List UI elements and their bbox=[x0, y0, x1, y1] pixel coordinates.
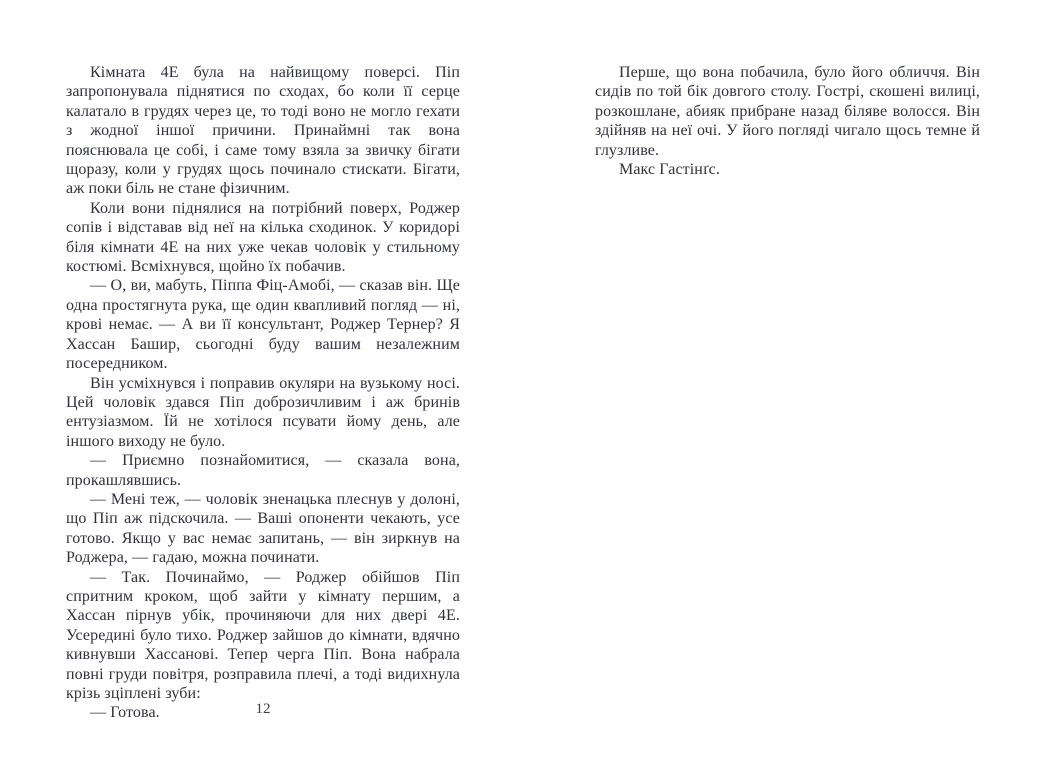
page-number: 12 bbox=[255, 701, 271, 717]
paragraph: — Готова. bbox=[90, 704, 160, 722]
paragraph: — Мені теж, — чоловік зненацька плеснув у долоні, що Піп аж підскочила. — Ваші опоненти чекають, усе готово. Якщо у вас немає запитань, — він зиркнув на Роджера, — гадаю, можна починати. bbox=[66, 490, 460, 567]
right-page-text bbox=[595, 63, 980, 179]
paragraph: Макс Гастінґс. bbox=[619, 161, 720, 179]
paragraph: Коли вони піднялися на потрібний поверх, Роджер сопів і відставав від неї на кілька сходинок. У коридорі біля кімнати 4Е на них уже чекав чоловік у стильному костюмі. Всміхнувся, щойно їх побачив. bbox=[66, 199, 460, 276]
left-page-text bbox=[66, 63, 460, 723]
paragraph: Він усміхнувся і поправив окуляри на вузькому носі. Цей чоловік здався Піп доброзичливим і аж бринів ентузіазмом. Їй не хотілося псувати йому день, але іншого виходу не було. bbox=[66, 374, 460, 450]
paragraph: Кімната 4Е була на найвищому поверсі. Піп запропонувала піднятися по сходах, бо коли її серце калатало в грудях через це, то тоді воно не могло гехати з жодної іншої причини. Принаймні так вона пояснювала це собі, і саме тому взяла за звичку бігати щоразу, коли у грудях щось починало стискати. Бігати, аж поки біль не стане фізичним. bbox=[66, 64, 460, 198]
paragraph: — Так. Починаймо, — Роджер обійшов Піп спритним кроком, щоб зайти у кімнату першим, а Хассан пірнув убік, прочиняючи для них двері 4Е. Усередині було тихо. Роджер зайшов до кімнати, вдячно кивнувши Хассанові. Тепер черга Піп. Вона набрала повні груди повітря, розправила плечі, а тоді видихнула крізь зціплені зуби: bbox=[66, 568, 460, 702]
paragraph: — Приємно познайомитися, — сказала вона, прокашлявшись. bbox=[66, 452, 460, 489]
paragraph: Перше, що вона побачила, було його обличчя. Він сидів по той бік довгого столу. Гострі, скошені вилиці, розкошлане, абияк прибране назад біляве волосся. Він здійняв на неї очі. У його погляді чигало щось темне й глузливе. bbox=[595, 64, 980, 159]
paragraph: — О, ви, мабуть, Піппа Фіц-Амобі, — сказав він. Ще одна простягнута рука, ще один квапливий погляд — ні, крові немає. — А ви її консультант, Роджер Тернер? Я Хассан Башир, сьогодні буду вашим незалежним посередником. bbox=[66, 277, 460, 373]
